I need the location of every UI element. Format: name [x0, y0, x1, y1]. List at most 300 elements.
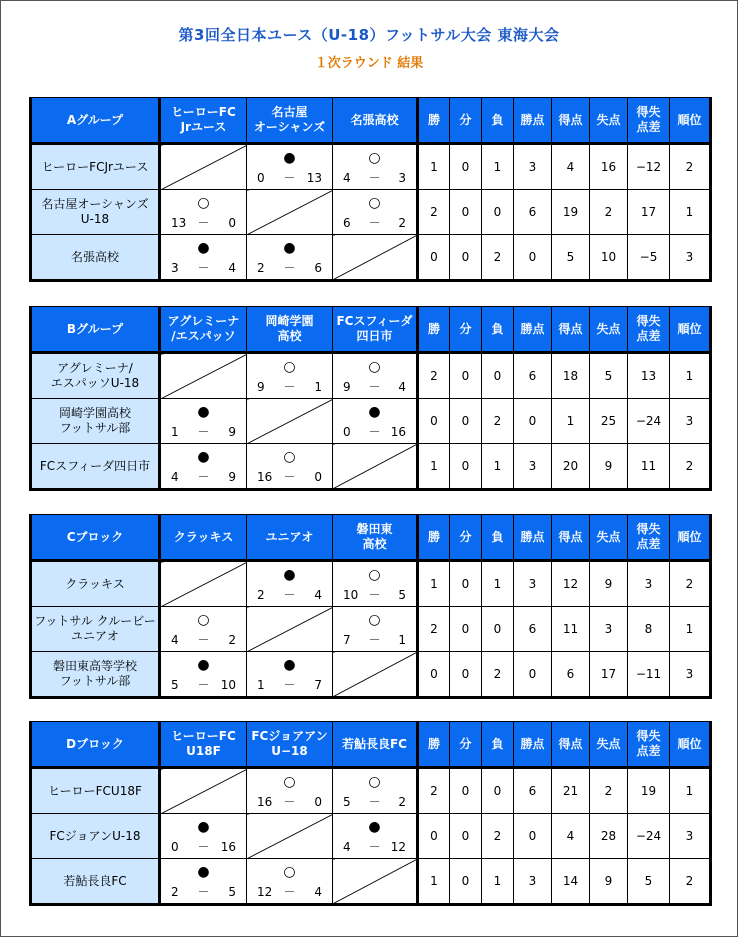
match-score: [333, 171, 416, 185]
stat-value: 1: [670, 353, 711, 399]
win-mark-icon: ○: [368, 195, 381, 211]
score-dash: －: [368, 171, 381, 185]
stat-header: 分: [450, 98, 482, 144]
score-dash: －: [197, 216, 210, 230]
table-row: [31, 768, 711, 814]
win-mark-icon: ○: [283, 864, 296, 880]
match-result-cell: [160, 399, 247, 444]
stat-value: 6: [552, 652, 590, 698]
table-row: [31, 235, 711, 281]
match-score: [161, 216, 246, 230]
score-against: 4: [314, 588, 322, 602]
stat-header: 負: [482, 307, 514, 353]
loss-mark-icon: ●: [368, 404, 381, 420]
loss-mark-icon: ●: [197, 864, 210, 880]
match-score: [161, 885, 246, 899]
team-name: ヒーローFCJrユース: [31, 144, 160, 190]
stat-header: 負: [482, 722, 514, 768]
match-score: [333, 795, 416, 809]
match-score: [161, 261, 246, 275]
stat-header: 勝点: [514, 98, 552, 144]
score-for: 2: [257, 261, 265, 275]
group-name: Aグループ: [31, 98, 160, 144]
loss-mark-icon: ●: [283, 567, 296, 583]
table-row: [31, 859, 711, 905]
page-subtitle: １次ラウンド 結果: [314, 56, 424, 71]
loss-mark-icon: ●: [197, 240, 210, 256]
table-row: [31, 399, 711, 444]
score-dash: －: [368, 633, 381, 647]
match-score: [247, 470, 332, 484]
match-result-cell: [333, 768, 418, 814]
match-score: [247, 380, 332, 394]
score-dash: －: [368, 588, 381, 602]
win-mark-icon: ○: [368, 150, 381, 166]
stat-value: 1: [482, 144, 514, 190]
stat-header: 順位: [670, 515, 711, 561]
stat-value: −5: [628, 235, 670, 281]
table-row: [31, 190, 711, 235]
stat-value: 1: [418, 561, 450, 607]
win-mark-icon: ○: [197, 195, 210, 211]
self-match-cell: [333, 444, 418, 490]
stat-value: 19: [628, 768, 670, 814]
stat-value: 14: [552, 859, 590, 905]
stat-header: 勝点: [514, 722, 552, 768]
opponent-header: ユニアオ: [247, 515, 333, 561]
stat-value: 2: [670, 859, 711, 905]
match-result-cell: [333, 144, 418, 190]
match-result-cell: [160, 235, 247, 281]
stat-value: 21: [552, 768, 590, 814]
stat-value: 0: [450, 144, 482, 190]
score-dash: －: [283, 885, 296, 899]
stat-header: 順位: [670, 722, 711, 768]
team-name: 名張高校: [31, 235, 160, 281]
stat-header: 得点: [552, 307, 590, 353]
score-for: 1: [257, 678, 265, 692]
score-dash: －: [283, 171, 296, 185]
page-title: 第3回全日本ユース（U-18）フットサル大会 東海大会: [178, 26, 560, 44]
self-match-cell: [160, 561, 247, 607]
opponent-header: 名張高校: [333, 98, 418, 144]
stat-value: 3: [628, 561, 670, 607]
score-against: 5: [398, 588, 406, 602]
score-for: 4: [343, 840, 351, 854]
team-name: クラッキス: [31, 561, 160, 607]
stat-value: 0: [514, 652, 552, 698]
match-result-cell: [247, 768, 333, 814]
match-result-cell: [247, 561, 333, 607]
stat-header: 勝点: [514, 307, 552, 353]
stat-value: −11: [628, 652, 670, 698]
stat-value: 0: [450, 768, 482, 814]
match-score: [247, 588, 332, 602]
stat-value: 1: [418, 144, 450, 190]
score-dash: －: [283, 588, 296, 602]
table-row: [31, 444, 711, 490]
stat-value: 3: [670, 235, 711, 281]
score-dash: －: [197, 678, 210, 692]
stat-header: 失点: [590, 307, 628, 353]
stat-header: 得失 点差: [628, 722, 670, 768]
score-against: 4: [398, 380, 406, 394]
opponent-header: FCスフィーダ 四日市: [333, 307, 418, 353]
score-against: 6: [314, 261, 322, 275]
match-result-cell: [333, 399, 418, 444]
stat-value: 0: [418, 814, 450, 859]
score-dash: －: [368, 840, 381, 854]
stat-value: 2: [482, 652, 514, 698]
stat-value: 2: [482, 814, 514, 859]
stat-value: 1: [482, 444, 514, 490]
loss-mark-icon: ●: [283, 240, 296, 256]
score-against: 16: [220, 840, 236, 854]
stat-value: 9: [590, 859, 628, 905]
score-for: 1: [171, 425, 179, 439]
stat-value: 8: [628, 607, 670, 652]
team-name: 岡崎学園高校 フットサル部: [31, 399, 160, 444]
match-result-cell: [160, 190, 247, 235]
stat-value: 0: [450, 444, 482, 490]
stat-value: 0: [450, 814, 482, 859]
match-score: [161, 633, 246, 647]
opponent-header: FCジョアアン U−18: [247, 722, 333, 768]
stat-header: 得点: [552, 515, 590, 561]
opponent-header: 磐田東 高校: [333, 515, 418, 561]
stat-value: 2: [482, 399, 514, 444]
stat-value: 0: [450, 607, 482, 652]
score-dash: －: [283, 795, 296, 809]
team-name: 磐田東高等学校 フットサル部: [31, 652, 160, 698]
stat-value: 17: [628, 190, 670, 235]
score-for: 0: [257, 171, 265, 185]
match-score: [247, 678, 332, 692]
stat-value: 0: [418, 235, 450, 281]
opponent-header: 岡崎学園 高校: [247, 307, 333, 353]
score-against: 10: [220, 678, 236, 692]
score-against: 4: [314, 885, 322, 899]
stat-value: 0: [514, 814, 552, 859]
team-name: フットサル クルービー ユニアオ: [31, 607, 160, 652]
match-result-cell: [160, 652, 247, 698]
score-for: 16: [257, 795, 273, 809]
stat-value: 5: [552, 235, 590, 281]
score-against: 4: [228, 261, 236, 275]
stat-value: 6: [514, 768, 552, 814]
opponent-header: アグレミーナ /エスパッソ: [160, 307, 247, 353]
match-result-cell: [160, 859, 247, 905]
group-name: Bグループ: [31, 307, 160, 353]
win-mark-icon: ○: [283, 449, 296, 465]
self-match-cell: [333, 859, 418, 905]
stat-value: 3: [514, 561, 552, 607]
score-against: 0: [314, 795, 322, 809]
match-result-cell: [160, 814, 247, 859]
team-name: 若鮎長良FC: [31, 859, 160, 905]
stat-value: 2: [418, 190, 450, 235]
score-dash: －: [283, 470, 296, 484]
match-result-cell: [333, 607, 418, 652]
stat-value: 9: [590, 444, 628, 490]
match-result-cell: [160, 444, 247, 490]
stat-value: 2: [670, 144, 711, 190]
stat-value: 0: [450, 353, 482, 399]
team-name: FCジョアンU-18: [31, 814, 160, 859]
stat-header: 分: [450, 722, 482, 768]
stat-value: 0: [482, 768, 514, 814]
stat-value: 1: [670, 190, 711, 235]
score-against: 2: [398, 795, 406, 809]
opponent-header: 名古屋 オーシャンズ: [247, 98, 333, 144]
score-dash: －: [197, 470, 210, 484]
loss-mark-icon: ●: [197, 449, 210, 465]
table-row: [31, 607, 711, 652]
match-result-cell: [333, 190, 418, 235]
stat-value: 17: [590, 652, 628, 698]
stat-value: 3: [514, 144, 552, 190]
stat-value: 12: [552, 561, 590, 607]
group-table: [29, 721, 712, 906]
team-name: アグレミーナ/ エスパッソU-18: [31, 353, 160, 399]
stat-header: 勝: [418, 98, 450, 144]
stat-header: 得点: [552, 722, 590, 768]
score-for: 5: [171, 678, 179, 692]
score-for: 7: [343, 633, 351, 647]
opponent-header: ヒーローFC Jrユース: [160, 98, 247, 144]
stat-value: −24: [628, 399, 670, 444]
stat-value: 2: [670, 561, 711, 607]
opponent-header: クラッキス: [160, 515, 247, 561]
win-mark-icon: ○: [197, 612, 210, 628]
self-match-cell: [333, 652, 418, 698]
self-match-cell: [247, 190, 333, 235]
win-mark-icon: ○: [283, 774, 296, 790]
loss-mark-icon: ●: [368, 819, 381, 835]
stat-value: −12: [628, 144, 670, 190]
match-result-cell: [247, 353, 333, 399]
match-score: [333, 380, 416, 394]
score-for: 6: [343, 216, 351, 230]
match-result-cell: [247, 235, 333, 281]
score-for: 4: [171, 633, 179, 647]
stat-value: 28: [590, 814, 628, 859]
stat-value: 1: [482, 561, 514, 607]
stat-value: 4: [552, 144, 590, 190]
stat-value: 1: [670, 768, 711, 814]
match-result-cell: [247, 859, 333, 905]
score-against: 12: [390, 840, 406, 854]
match-score: [161, 470, 246, 484]
stat-value: 6: [514, 190, 552, 235]
match-result-cell: [333, 353, 418, 399]
stat-value: 0: [482, 353, 514, 399]
stat-value: 5: [590, 353, 628, 399]
stat-value: 5: [628, 859, 670, 905]
stat-value: 20: [552, 444, 590, 490]
match-result-cell: [247, 652, 333, 698]
group-table: [29, 514, 712, 699]
opponent-header: ヒーローFC U18F: [160, 722, 247, 768]
stat-header: 失点: [590, 98, 628, 144]
stat-header: 得失 点差: [628, 98, 670, 144]
stat-value: 25: [590, 399, 628, 444]
loss-mark-icon: ●: [283, 150, 296, 166]
stat-header: 得点: [552, 98, 590, 144]
match-score: [247, 171, 332, 185]
match-result-cell: [247, 444, 333, 490]
score-against: 7: [314, 678, 322, 692]
match-result-cell: [160, 607, 247, 652]
stat-header: 分: [450, 515, 482, 561]
stat-value: 0: [450, 561, 482, 607]
score-for: 0: [343, 425, 351, 439]
stat-value: 3: [514, 444, 552, 490]
table-row: [31, 561, 711, 607]
win-mark-icon: ○: [368, 774, 381, 790]
score-for: 9: [343, 380, 351, 394]
match-score: [161, 425, 246, 439]
stat-value: 0: [418, 399, 450, 444]
stat-value: 0: [482, 607, 514, 652]
group-table: [29, 306, 712, 491]
stat-value: 13: [628, 353, 670, 399]
stat-value: 1: [670, 607, 711, 652]
stat-value: −24: [628, 814, 670, 859]
self-match-cell: [247, 399, 333, 444]
win-mark-icon: ○: [368, 612, 381, 628]
stat-value: 6: [514, 353, 552, 399]
match-result-cell: [333, 561, 418, 607]
stat-header: 勝: [418, 515, 450, 561]
stat-value: 19: [552, 190, 590, 235]
score-for: 16: [257, 470, 273, 484]
score-for: 3: [171, 261, 179, 275]
score-dash: －: [368, 425, 381, 439]
self-match-cell: [247, 607, 333, 652]
loss-mark-icon: ●: [283, 657, 296, 673]
score-for: 9: [257, 380, 265, 394]
match-score: [333, 840, 416, 854]
stat-value: 10: [590, 235, 628, 281]
group-name: Dブロック: [31, 722, 160, 768]
stat-value: 0: [514, 235, 552, 281]
stat-header: 負: [482, 98, 514, 144]
stat-value: 3: [670, 814, 711, 859]
score-dash: －: [197, 840, 210, 854]
stat-header: 得失 点差: [628, 515, 670, 561]
stat-value: 1: [418, 859, 450, 905]
loss-mark-icon: ●: [197, 657, 210, 673]
score-against: 16: [390, 425, 406, 439]
score-dash: －: [283, 678, 296, 692]
match-score: [333, 588, 416, 602]
win-mark-icon: ○: [283, 359, 296, 375]
score-for: 0: [171, 840, 179, 854]
group-table: [29, 97, 712, 282]
match-result-cell: [247, 144, 333, 190]
score-dash: －: [283, 380, 296, 394]
stat-header: 得失 点差: [628, 307, 670, 353]
score-against: 0: [228, 216, 236, 230]
score-dash: －: [368, 216, 381, 230]
table-row: [31, 353, 711, 399]
table-row: [31, 652, 711, 698]
stat-header: 分: [450, 307, 482, 353]
score-for: 2: [257, 588, 265, 602]
stat-value: 0: [514, 399, 552, 444]
stat-value: 2: [418, 353, 450, 399]
score-for: 10: [343, 588, 359, 602]
score-dash: －: [368, 795, 381, 809]
team-name: FCスフィーダ四日市: [31, 444, 160, 490]
match-score: [161, 840, 246, 854]
team-name: ヒーローFCU18F: [31, 768, 160, 814]
stat-value: 0: [450, 190, 482, 235]
stat-value: 0: [450, 399, 482, 444]
stat-value: 1: [552, 399, 590, 444]
match-score: [247, 795, 332, 809]
stat-value: 11: [628, 444, 670, 490]
stat-value: 1: [418, 444, 450, 490]
score-dash: －: [283, 261, 296, 275]
stat-value: 6: [514, 607, 552, 652]
stat-value: 2: [670, 444, 711, 490]
stat-value: 3: [670, 652, 711, 698]
score-against: 1: [398, 633, 406, 647]
self-match-cell: [160, 353, 247, 399]
stat-value: 0: [450, 859, 482, 905]
win-mark-icon: ○: [368, 359, 381, 375]
stat-value: 11: [552, 607, 590, 652]
stat-value: 0: [450, 235, 482, 281]
score-for: 4: [343, 171, 351, 185]
stat-value: 3: [590, 607, 628, 652]
score-for: 4: [171, 470, 179, 484]
match-score: [333, 216, 416, 230]
score-against: 3: [398, 171, 406, 185]
stat-header: 失点: [590, 515, 628, 561]
stat-value: 2: [418, 768, 450, 814]
stat-value: 2: [590, 768, 628, 814]
win-mark-icon: ○: [368, 567, 381, 583]
stat-value: 0: [418, 652, 450, 698]
score-for: 2: [171, 885, 179, 899]
stat-value: 0: [450, 652, 482, 698]
score-against: 9: [228, 425, 236, 439]
stat-header: 勝: [418, 722, 450, 768]
stat-value: 18: [552, 353, 590, 399]
match-result-cell: [333, 814, 418, 859]
score-dash: －: [197, 885, 210, 899]
stat-header: 順位: [670, 98, 711, 144]
score-against: 5: [228, 885, 236, 899]
self-match-cell: [333, 235, 418, 281]
team-name: 名古屋オーシャンズ U-18: [31, 190, 160, 235]
match-score: [247, 885, 332, 899]
stat-header: 負: [482, 515, 514, 561]
match-score: [333, 425, 416, 439]
loss-mark-icon: ●: [197, 819, 210, 835]
stat-value: 3: [514, 859, 552, 905]
group-name: Cブロック: [31, 515, 160, 561]
score-dash: －: [368, 380, 381, 394]
stat-value: 2: [482, 235, 514, 281]
score-for: 5: [343, 795, 351, 809]
score-dash: －: [197, 633, 210, 647]
score-against: 0: [314, 470, 322, 484]
self-match-cell: [160, 768, 247, 814]
